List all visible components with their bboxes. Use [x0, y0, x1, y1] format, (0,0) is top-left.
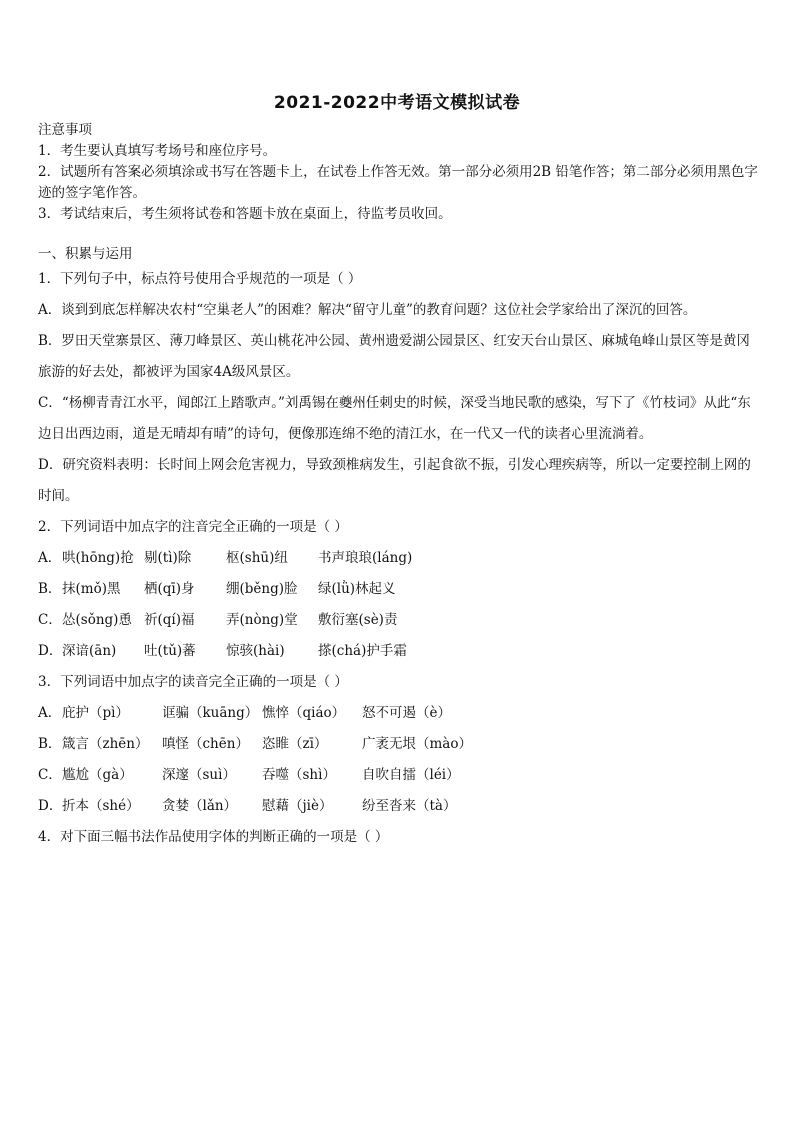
question-stem: 2．下列词语中加点字的注音完全正确的一项是（ ） — [38, 519, 348, 535]
option-label: A． — [38, 705, 62, 721]
word-item: 嗔怪（chēn） — [162, 736, 249, 752]
word-item: 深谙(ān) — [62, 643, 117, 659]
word-item: 惊骇(hài) — [226, 643, 285, 659]
option-label: B． — [38, 581, 62, 597]
word-item: 剔(tì)除 — [144, 550, 192, 566]
option-row-c — [38, 760, 758, 791]
word-item: 自吹自擂（léi） — [362, 767, 460, 783]
word-item: 诓骗（kuāng） — [162, 705, 259, 721]
question-stem: 1．下列句子中，标点符号使用合乎规范的一项是（ ） — [38, 271, 362, 287]
question-4 — [38, 822, 758, 853]
word-item: 贪婪（lǎn） — [162, 798, 238, 814]
notice-item-3: 3．考试结束后，考生须将试卷和答题卡放在桌面上，待监考员收回。 — [38, 206, 452, 222]
question-1 — [38, 264, 758, 512]
word-item: 吐(tǔ)蕃 — [144, 643, 196, 659]
option-label: B． — [38, 736, 62, 752]
word-item: 庇护（pì） — [62, 705, 129, 721]
word-item: 搽(chá)护手霜 — [318, 643, 407, 659]
option-row-c — [38, 605, 758, 636]
word-item: 栖(qī)身 — [144, 581, 195, 597]
word-item: 怂(sǒng)恿 — [62, 612, 132, 628]
option-label: D． — [38, 798, 63, 814]
word-item: 绷(běng)脸 — [226, 581, 298, 597]
option-row-d — [38, 636, 758, 667]
option-label: A． — [38, 550, 62, 566]
word-item: 吞噬（shì） — [262, 767, 336, 783]
word-item: 慰藉（jiè） — [262, 798, 333, 814]
word-item: 广袤无垠（mào） — [362, 736, 472, 752]
word-item: 箴言（zhēn） — [62, 736, 149, 752]
word-item: 憔悴（qiáo） — [262, 705, 346, 721]
notice-item-1: 1．考生要认真填写考场号和座位序号。 — [38, 143, 277, 159]
word-item: 尴尬（gà） — [62, 767, 133, 783]
word-item: 书声琅琅(láng) — [318, 550, 413, 566]
word-item: 纷至沓来（tà） — [362, 798, 457, 814]
page-title: 2021-2022中考语文模拟试卷 — [273, 93, 521, 113]
word-item: 祈(qí)福 — [144, 612, 195, 628]
word-item: 怒不可遏（è） — [362, 705, 451, 721]
word-item: 哄(hōng)抢 — [62, 550, 134, 566]
question-stem: 3．下列词语中加点字的读音完全正确的一项是（ ） — [38, 674, 348, 690]
word-item: 弄(nòng)堂 — [226, 612, 298, 628]
notice-item-2: 2．试题所有答案必须填涂或书写在答题卡上，在试卷上作答无效。第一部分必须用2B 铅笔作答；第二部分必须用黑色字迹的签字笔作答。 — [38, 164, 758, 201]
option-d: D．研究资料表明：长时间上网会危害视力，导致颈椎病发生，引起食欲不振，引发心理疾病等，所以一定要控制上网的时间。 — [38, 457, 751, 504]
question-2 — [38, 512, 758, 667]
notice-heading: 注意事项 — [38, 122, 92, 138]
notice-block — [38, 120, 758, 225]
option-label: D． — [38, 643, 63, 659]
option-row-b — [38, 729, 758, 760]
option-row-a — [38, 698, 758, 729]
option-row-a — [38, 543, 758, 574]
option-row-b — [38, 574, 758, 605]
option-a: A．谈到到底怎样解决农村“空巢老人”的困难？解决“留守儿童”的教育问题？这位社会学家给出了深沉的回答。 — [38, 302, 697, 318]
option-label: C． — [38, 767, 62, 783]
word-item: 枢(shū)纽 — [226, 550, 288, 566]
word-item: 抹(mǒ)黑 — [62, 581, 121, 597]
option-row-d — [38, 791, 758, 822]
word-item: 深邃（suì） — [162, 767, 236, 783]
word-item: 折本（shé） — [62, 798, 140, 814]
question-3 — [38, 667, 758, 822]
section-heading: 一、积累与运用 — [38, 246, 133, 262]
question-stem: 4．对下面三幅书法作品使用字体的判断正确的一项是（ ） — [38, 829, 389, 845]
word-item: 绿(lǜ)林起义 — [318, 581, 396, 597]
option-b: B．罗田天堂寨景区、薄刀峰景区、英山桃花冲公园、黄州遗爱湖公园景区、红安天台山景区、麻城龟峰山景区等是黄冈旅游的好去处，都被评为国家4A级风景区。 — [38, 333, 750, 380]
option-label: C． — [38, 612, 62, 628]
option-c: C．“杨柳青青江水平，闻郎江上踏歌声。”刘禹锡在夔州任刺史的时候，深受当地民歌的感染，写下了《竹枝词》从此“东边日出西边雨，道是无晴却有晴”的诗句，便像那连绵不绝的清江水，在一代又一代的读者心里流淌着。 — [38, 395, 751, 442]
section-accumulation — [38, 244, 758, 853]
word-item: 敷衍塞(sè)责 — [318, 612, 398, 628]
word-item: 恣睢（zī） — [262, 736, 328, 752]
